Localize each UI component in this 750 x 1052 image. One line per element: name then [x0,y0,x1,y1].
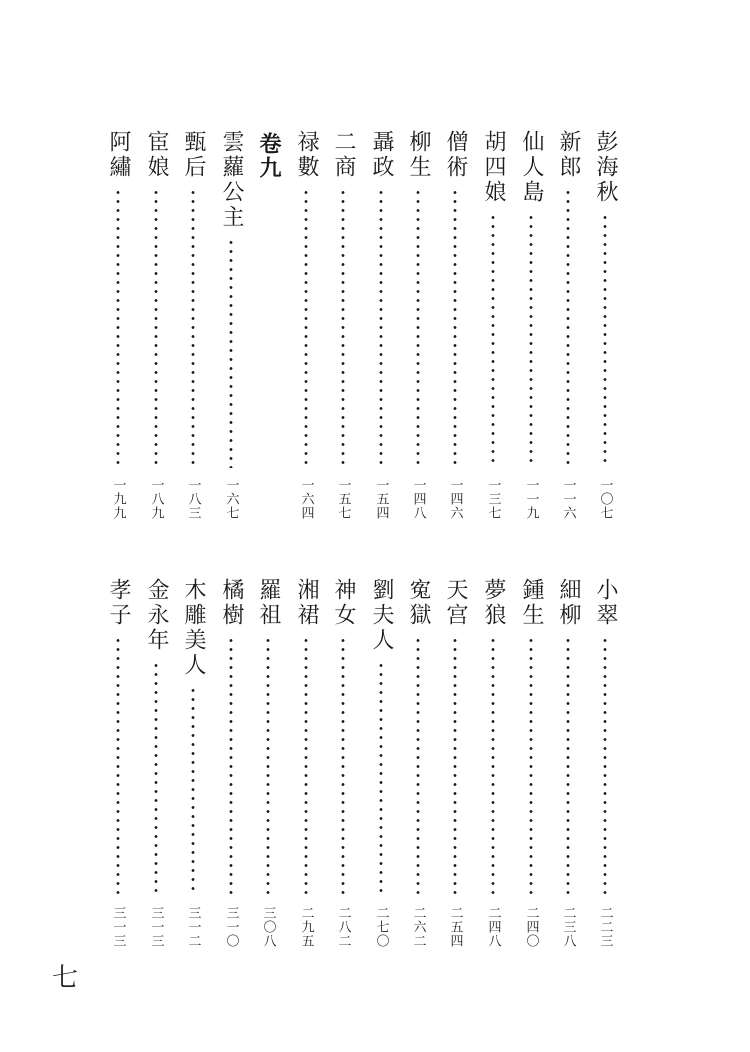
toc-entry [103,578,133,948]
toc-entry [216,578,246,948]
dot-leader [416,636,420,896]
toc-entry [103,130,133,520]
toc-entry [478,130,508,520]
entry-page: 三一〇 [223,906,239,948]
entry-page: 二七〇 [373,906,389,948]
toc-entry [403,130,433,520]
dot-leader [266,636,270,896]
dot-leader [191,686,195,896]
entry-title: 新郎 [556,130,581,180]
dot-leader [566,636,570,896]
toc-entry [253,578,283,948]
toc-entry [366,578,396,948]
dot-leader [379,661,383,896]
dot-leader [453,636,457,896]
entry-title: 鍾生 [519,578,544,628]
toc-entry [440,130,470,520]
toc-entry [590,130,620,520]
toc-entry [553,130,583,520]
toc-entry [366,130,396,520]
toc-entry [328,578,358,948]
dot-leader [341,188,345,468]
entry-title: 二商 [331,130,356,180]
entry-page: 一四六 [447,478,463,520]
toc-entry [178,130,208,520]
entry-page: 二六二 [410,906,426,948]
entry-title: 小翠 [593,578,618,628]
entry-title: 阿繡 [106,130,131,180]
entry-page: 二四八 [485,906,501,948]
entry-title: 宦娘 [144,130,169,180]
entry-title: 夢狼 [481,578,506,628]
entry-title: 彭海秋 [593,130,618,205]
entry-title: 聶政 [369,130,394,180]
toc-entry [328,130,358,520]
entry-page: 一八三 [185,478,201,520]
dot-leader [341,636,345,896]
entry-page: 一一九 [523,478,539,520]
entry-page: 一九九 [110,478,126,520]
entry-page: 一六七 [223,478,239,520]
entry-title: 雲蘿公主 [219,130,244,230]
dot-leader [491,636,495,896]
entry-page: 三一三 [110,906,126,948]
toc-entry [440,578,470,948]
dot-leader [529,213,533,468]
entry-title: 羅祖 [256,578,281,628]
entry-title: 仙人島 [519,130,544,205]
entry-page: 二九五 [298,906,314,948]
page-number: 七 [52,963,79,993]
dot-leader [116,636,120,896]
dot-leader [416,188,420,468]
entry-title: 甄后 [181,130,206,180]
dot-leader [379,188,383,468]
entry-page: 一六四 [298,478,314,520]
entry-page: 一一六 [560,478,576,520]
toc-entry [141,578,171,948]
entry-page: 一八九 [148,478,164,520]
entry-title: 禄數 [294,130,319,180]
entry-page: 二三八 [560,906,576,948]
entry-title: 木雕美人 [181,578,206,678]
toc-entry [516,578,546,948]
dot-leader [304,636,308,896]
dot-leader [116,188,120,468]
dot-leader [304,188,308,468]
entry-title: 橘樹 [219,578,244,628]
entry-page: 一五七 [335,478,351,520]
dot-leader [603,636,607,896]
entry-page: 二二三 [597,906,613,948]
toc-entry [516,130,546,520]
entry-page: 二五四 [447,906,463,948]
entry-page: 三〇八 [260,906,276,948]
dot-leader [229,238,233,468]
toc-entry [553,578,583,948]
toc-entry [478,578,508,948]
entry-title: 劉夫人 [369,578,394,653]
entry-page: 一〇七 [597,478,613,520]
toc-entry [403,578,433,948]
toc-entry [178,578,208,948]
entry-title: 天宫 [443,578,468,628]
entry-page: 一五四 [373,478,389,520]
toc-entry [216,130,246,520]
dot-leader [154,661,158,896]
entry-title: 柳生 [406,130,431,180]
entry-title: 寃獄 [406,578,431,628]
entry-page: 三一三 [148,906,164,948]
dot-leader [154,188,158,468]
entry-title: 僧術 [443,130,468,180]
dot-leader [529,636,533,896]
dot-leader [491,213,495,468]
entry-title: 細柳 [556,578,581,628]
entry-title: 金永年 [144,578,169,653]
entry-page: 二八二 [335,906,351,948]
entry-page: 一三七 [485,478,501,520]
entry-page: 一四八 [410,478,426,520]
entry-page: 二四〇 [523,906,539,948]
entry-title: 神女 [331,578,356,628]
entry-page: 三一二 [185,906,201,948]
dot-leader [603,213,607,468]
dot-leader [566,188,570,468]
dot-leader [191,188,195,468]
dot-leader [453,188,457,468]
toc-entry [590,578,620,948]
entry-title: 孝子 [106,578,131,628]
entry-title: 胡四娘 [481,130,506,205]
toc-entry [141,130,171,520]
dot-leader [229,636,233,896]
section-heading: 卷九 [256,132,281,180]
toc-entry [291,578,321,948]
toc-entry [291,130,321,520]
entry-title: 湘裙 [294,578,319,628]
